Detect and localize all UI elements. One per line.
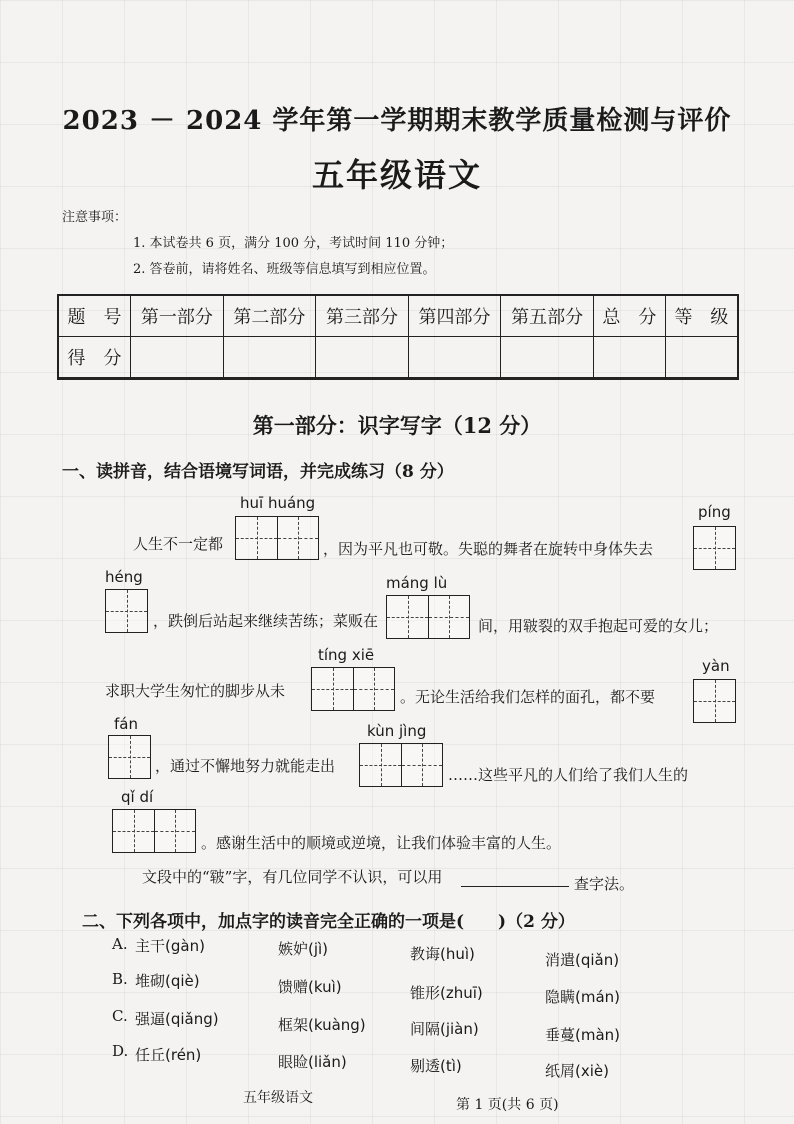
note-item-2: 2. 答卷前，请将姓名、班级等信息填写到相应位置。: [133, 262, 436, 277]
pinyin-fan: fán: [114, 715, 138, 733]
option-item: 消遣(qiǎn): [545, 951, 620, 969]
score-table-cell: 第四部分: [408, 295, 501, 336]
answer-blank[interactable]: [461, 872, 569, 891]
score-table-cell: 等 级: [665, 295, 738, 336]
section-title: 第一部分：识字写字（12 分）: [252, 413, 542, 438]
option-item: 纸屑(xiè): [545, 1062, 609, 1080]
score-table-score-row: [58, 336, 738, 378]
tianzige-box[interactable]: [359, 743, 443, 787]
question-2-title: 二、下列各项中，加点字的读音完全正确的一项是( )（2 分）: [82, 912, 575, 932]
option-item: 教诲(huì): [410, 945, 475, 963]
passage-text: ，跌倒后站起来继续苦练；菜贩在: [153, 612, 379, 630]
passage-text: 。无论生活给我们怎样的面孔，都不要: [400, 688, 656, 706]
option-item: 锥形(zhuī): [410, 984, 483, 1002]
tianzige-box[interactable]: [311, 667, 395, 711]
exam-subtitle: 五年级语文: [311, 156, 482, 194]
score-input-cell[interactable]: [131, 336, 224, 378]
pinyin-kunjing: kùn jìng: [367, 722, 427, 740]
tianzige-box[interactable]: [693, 526, 736, 570]
score-table-cell: 得 分: [58, 336, 131, 378]
tianzige-box[interactable]: [693, 679, 736, 723]
option-label[interactable]: D.: [112, 1042, 129, 1060]
exam-title: 2023 － 2024 学年第一学期期末教学质量检测与评价: [62, 106, 732, 136]
tianzige-box[interactable]: [235, 516, 319, 560]
score-input-cell[interactable]: [408, 336, 501, 378]
option-item: 强逼(qiǎng): [135, 1010, 219, 1028]
passage-text: ，通过不懈地努力就能走出: [155, 757, 336, 775]
score-input-cell[interactable]: [665, 336, 738, 378]
passage-text: 查字法。: [574, 875, 635, 893]
option-item: 隐瞒(mán): [545, 988, 621, 1006]
tianzige-box[interactable]: [105, 589, 148, 633]
question-1-title: 一、读拼音，结合语境写词语，并完成练习（8 分）: [62, 462, 454, 482]
option-item: 剔透(tì): [410, 1057, 462, 1075]
pinyin-manglu: máng lù: [386, 574, 448, 592]
passage-text: 。感谢生活中的顺境或逆境，让我们体验丰富的人生。: [201, 834, 562, 852]
option-item: 框架(kuàng): [278, 1016, 366, 1034]
score-table-cell: 第五部分: [501, 295, 594, 336]
score-table: [57, 294, 739, 380]
option-item: 间隔(jiàn): [410, 1020, 479, 1038]
option-item: 馈赠(kuì): [278, 978, 342, 996]
pinyin-qidi: qǐ dí: [121, 788, 154, 806]
score-table-header-row: [58, 295, 738, 336]
tianzige-box[interactable]: [386, 595, 470, 639]
option-item: 任丘(rén): [135, 1046, 202, 1064]
pinyin-ping: píng: [698, 503, 731, 521]
option-label[interactable]: C.: [112, 1007, 128, 1025]
score-table-cell: 总 分: [593, 295, 665, 336]
score-table-cell: 第二部分: [223, 295, 316, 336]
tianzige-box[interactable]: [108, 735, 151, 779]
score-table-cell: 第一部分: [131, 295, 224, 336]
page-number: 第 1 页(共 6 页): [456, 1097, 559, 1113]
tianzige-box[interactable]: [112, 809, 196, 853]
score-input-cell[interactable]: [501, 336, 594, 378]
option-item: 眼睑(liǎn): [278, 1053, 347, 1071]
pinyin-yan: yàn: [702, 657, 730, 675]
footer-subject: 五年级语文: [243, 1090, 313, 1106]
passage-text: ……这些平凡的人们给了我们人生的: [448, 766, 689, 784]
score-table-cell: 第三部分: [316, 295, 409, 336]
pinyin-huihuang: huī huáng: [240, 494, 316, 512]
option-label[interactable]: A.: [112, 935, 128, 953]
note-item-1: 1. 本试卷共 6 页，满分 100 分，考试时间 110 分钟；: [133, 236, 454, 251]
option-label[interactable]: B.: [112, 970, 128, 988]
score-input-cell[interactable]: [316, 336, 409, 378]
passage-text: 求职大学生匆忙的脚步从未: [105, 682, 286, 700]
pinyin-tingxie: tíng xiē: [318, 646, 375, 664]
pinyin-heng: héng: [105, 568, 143, 586]
score-input-cell[interactable]: [593, 336, 665, 378]
score-input-cell[interactable]: [223, 336, 316, 378]
passage-text: ，因为平凡也可敬。失聪的舞者在旋转中身体失去: [323, 540, 654, 558]
passage-text: 文段中的“皲”字，有几位同学不认识，可以用: [142, 868, 443, 886]
passage-text: 间，用皲裂的双手抱起可爱的女儿；: [478, 617, 719, 635]
option-item: 主干(gàn): [135, 937, 205, 955]
option-item: 堆砌(qiè): [135, 972, 200, 990]
option-item: 嫉妒(jì): [278, 940, 329, 958]
score-table-cell: 题 号: [58, 295, 131, 336]
notes-label: 注意事项：: [62, 210, 128, 225]
option-item: 垂蔓(màn): [545, 1026, 621, 1044]
passage-text: 人生不一定都: [133, 535, 224, 553]
